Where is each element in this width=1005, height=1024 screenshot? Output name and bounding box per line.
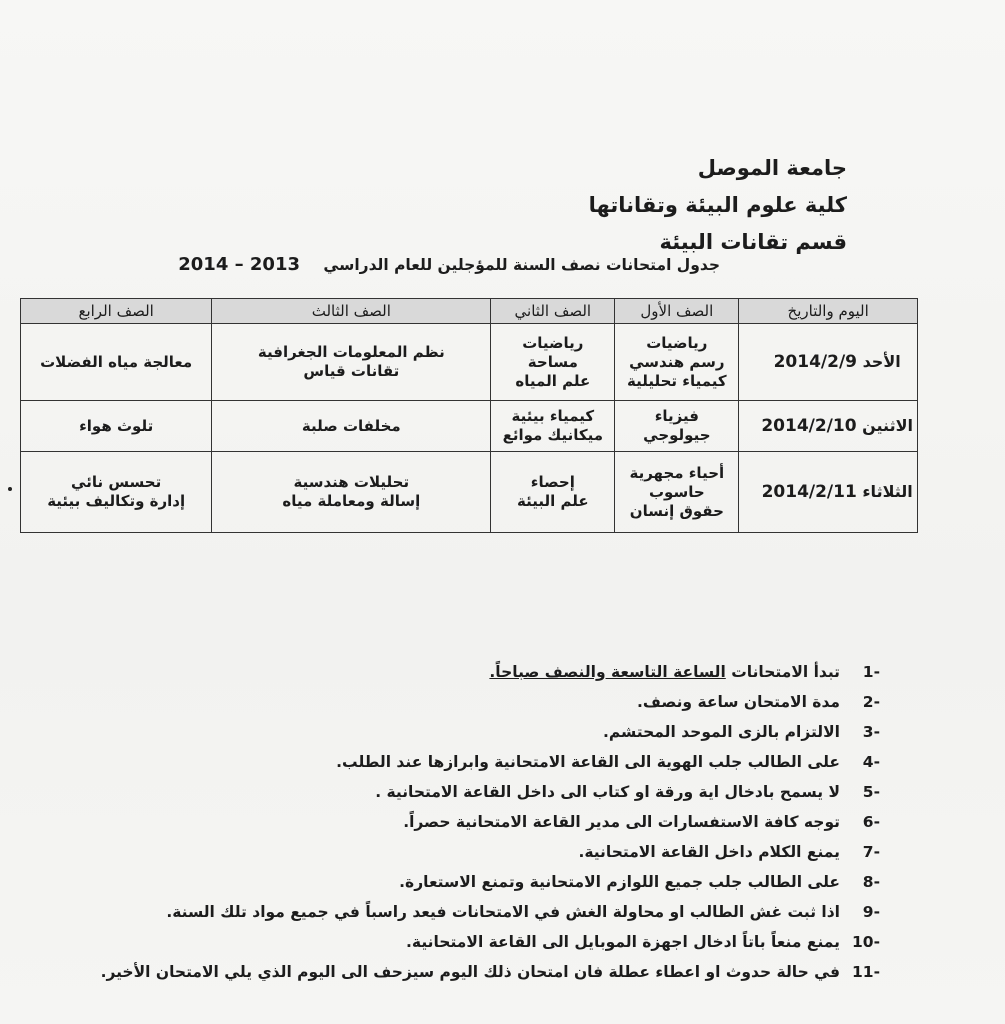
subject: أحياء مجهرية (629, 463, 725, 482)
item-number: -1 (862, 663, 880, 681)
list-item (80, 897, 880, 927)
header-day-date: اليوم والتاريخ (739, 299, 918, 324)
table-header-row (21, 299, 918, 324)
subject: رسم هندسي (629, 352, 725, 371)
first-grade-cell (615, 452, 739, 533)
header-first-grade: الصف الأول (615, 299, 739, 324)
list-item (80, 657, 880, 687)
department-name: قسم تقانات البيئة (659, 230, 847, 254)
table-row (21, 452, 918, 533)
item-number: -6 (862, 813, 880, 831)
third-grade-cell (212, 452, 491, 533)
academic-years: 2013 – 2014 (178, 254, 301, 275)
exam-date: 2014/2/11 (761, 482, 857, 502)
item-text: يمنع منعاً باتاً ادخال اجهزة الموبايل الى القاعة الامتحانية. (406, 933, 840, 951)
list-item (80, 717, 880, 747)
item-number: -4 (862, 753, 880, 771)
subject: كيمياء بيئية (511, 407, 595, 425)
item-text: توجه كافة الاستفسارات الى مدير القاعة الامتحانية حصراً. (403, 813, 840, 831)
header-fourth-grade: الصف الرابع (21, 299, 212, 324)
item-number: -10 (851, 933, 880, 951)
list-item (80, 957, 880, 987)
fourth-grade-cell (21, 324, 212, 401)
first-grade-cell (615, 324, 739, 401)
exam-date: 2014/2/10 (761, 416, 857, 436)
day-date-cell (739, 324, 918, 401)
item-number: -8 (862, 873, 880, 891)
document-header (589, 150, 847, 261)
subject: تحسس نائي (71, 473, 162, 491)
subject: علم المياه (515, 371, 591, 390)
item-number: -5 (862, 783, 880, 801)
item-number: -2 (862, 693, 880, 711)
list-item (80, 687, 880, 717)
subject: مخلفات صلبة (301, 416, 401, 435)
list-item (80, 837, 880, 867)
subject: إحصاء (530, 473, 575, 491)
item-text: في حالة حدوث او اعطاء عطلة فان امتحان ذلك اليوم سيزحف الى اليوم الذي يلي الامتحان الأخير. (100, 963, 840, 981)
exam-date: 2014/2/9 (773, 352, 857, 372)
list-item (80, 747, 880, 777)
table-title-text: جدول امتحانات نصف السنة للمؤجلين للعام الدراسي (323, 256, 720, 274)
exam-instructions-list (80, 657, 880, 987)
subject: رياضيات (522, 333, 584, 352)
second-grade-cell (491, 452, 615, 533)
table-row (21, 401, 918, 452)
subject: رياضيات (646, 333, 708, 352)
subject: تلوث هواء (79, 416, 154, 435)
subject: معالجة مياه الفضلات (40, 352, 193, 371)
subject: ميكانيك موائع (502, 426, 604, 444)
day-date-cell (739, 401, 918, 452)
subject: تقانات قياس (303, 362, 400, 380)
subject: جيولوجي (643, 426, 711, 444)
item-text: مدة الامتحان ساعة ونصف. (636, 693, 840, 711)
header-second-grade: الصف الثاني (491, 299, 615, 324)
item-number: -11 (851, 963, 880, 981)
item-text: تبدأ الامتحانات (725, 663, 840, 681)
item-number: -7 (862, 843, 880, 861)
day-name: الأحد (862, 352, 901, 371)
day-name: الاثنين (862, 416, 913, 435)
university-name: جامعة الموصل (697, 156, 847, 180)
list-item (80, 867, 880, 897)
subject: حقوق إنسان (629, 501, 724, 520)
day-date-cell (739, 452, 918, 533)
header-third-grade: الصف الثالث (212, 299, 491, 324)
item-text: على الطالب جلب جميع اللوازم الامتحانية وتمنع الاستعارة. (399, 873, 840, 891)
subject: نظم المعلومات الجغرافية (257, 343, 445, 361)
table-title (178, 254, 720, 275)
list-item (80, 927, 880, 957)
item-text: لا يسمح بادخال اية ورقة او كتاب الى داخل القاعة الامتحانية . (375, 783, 840, 801)
subject: تحليلات هندسية (293, 473, 410, 491)
list-item (80, 777, 880, 807)
fourth-grade-cell (21, 401, 212, 452)
item-text: الالتزام بالزى الموحد المحتشم. (602, 723, 840, 741)
item-text: على الطالب جلب الهوية الى القاعة الامتحانية وابرازها عند الطلب. (336, 753, 840, 771)
first-grade-cell (615, 401, 739, 452)
third-grade-cell (212, 401, 491, 452)
stray-mark (8, 487, 12, 491)
item-text: يمنع الكلام داخل القاعة الامتحانية. (578, 843, 840, 861)
subject: مساحة (527, 352, 578, 371)
subject: فيزياء (654, 407, 699, 425)
second-grade-cell (491, 401, 615, 452)
subject: كيمياء تحليلية (627, 371, 727, 390)
subject: إسالة ومعاملة مياه (282, 492, 421, 510)
item-underlined-text: الساعة التاسعة والنصف صباحاً. (489, 663, 726, 681)
exam-schedule-table (20, 298, 918, 533)
subject: حاسوب (648, 482, 705, 501)
fourth-grade-cell (21, 452, 212, 533)
table-row (21, 324, 918, 401)
subject: إدارة وتكاليف بيئية (47, 492, 186, 510)
item-number: -3 (862, 723, 880, 741)
list-item (80, 807, 880, 837)
third-grade-cell (212, 324, 491, 401)
day-name: الثلاثاء (862, 482, 913, 501)
subject: علم البيئة (517, 492, 589, 510)
college-name: كلية علوم البيئة وتقاناتها (588, 193, 847, 217)
item-number: -9 (862, 903, 880, 921)
second-grade-cell (491, 324, 615, 401)
item-text: اذا ثبت غش الطالب او محاولة الغش في الامتحانات فيعد راسباً في جميع مواد تلك السنة. (166, 903, 840, 921)
